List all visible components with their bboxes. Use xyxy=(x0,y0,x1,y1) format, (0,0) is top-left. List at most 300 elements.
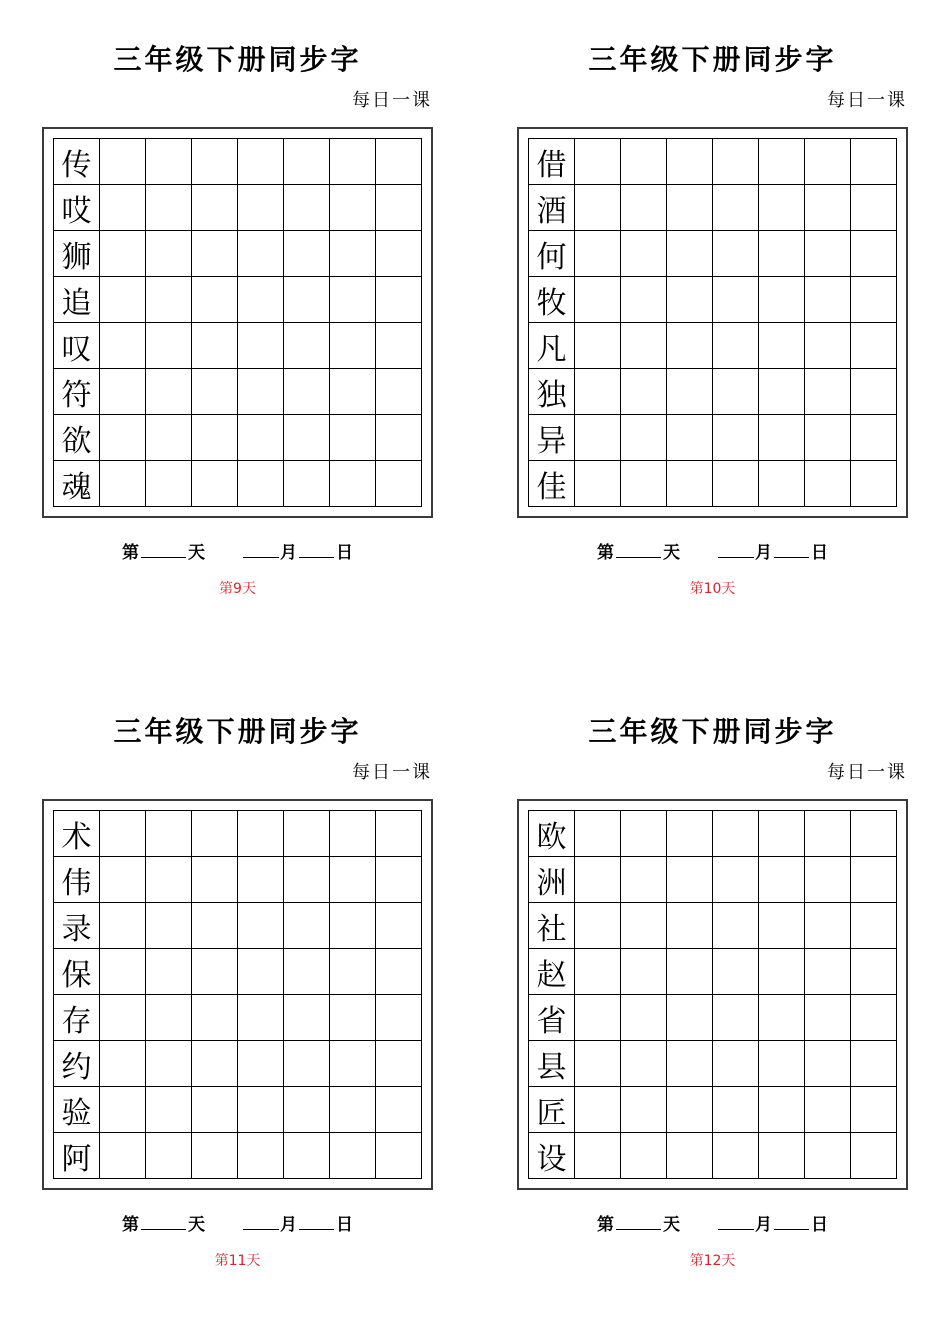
practice-cell[interactable] xyxy=(376,323,422,369)
practice-cell[interactable] xyxy=(284,461,330,507)
practice-cell[interactable] xyxy=(330,461,376,507)
day-label: 第12天 xyxy=(689,1253,736,1269)
practice-cell[interactable] xyxy=(192,323,238,369)
practice-cell[interactable] xyxy=(575,231,621,277)
practice-cell[interactable] xyxy=(330,323,376,369)
practice-cell[interactable] xyxy=(330,949,376,995)
practice-cell[interactable] xyxy=(376,903,422,949)
practice-cell[interactable] xyxy=(851,903,897,949)
practice-cell[interactable] xyxy=(192,1133,238,1179)
practice-cell[interactable] xyxy=(851,1133,897,1179)
practice-cell[interactable] xyxy=(192,949,238,995)
day-blank[interactable] xyxy=(299,557,334,558)
practice-cell[interactable] xyxy=(146,415,192,461)
practice-cell[interactable] xyxy=(575,949,621,995)
model-character-cell: 符 xyxy=(54,369,100,415)
date-line xyxy=(475,536,950,562)
practice-cell[interactable] xyxy=(713,857,759,903)
practice-cell[interactable] xyxy=(667,461,713,507)
practice-cell[interactable] xyxy=(238,1133,284,1179)
model-character-cell: 设 xyxy=(529,1133,575,1179)
practice-cell[interactable] xyxy=(192,461,238,507)
practice-cell[interactable] xyxy=(238,903,284,949)
day-blank[interactable] xyxy=(299,1229,334,1230)
practice-cell[interactable] xyxy=(805,857,851,903)
date-yue-label: 月 xyxy=(280,543,297,563)
practice-cell[interactable] xyxy=(330,277,376,323)
day-number-blank[interactable] xyxy=(616,1229,661,1230)
practice-cell[interactable] xyxy=(284,231,330,277)
practice-cell[interactable] xyxy=(100,139,146,185)
practice-grid-frame xyxy=(42,127,433,518)
practice-cell[interactable] xyxy=(851,995,897,1041)
date-ri-label: 日 xyxy=(336,1215,353,1235)
practice-cell[interactable] xyxy=(575,857,621,903)
practice-cell[interactable] xyxy=(284,415,330,461)
practice-grid-frame xyxy=(517,127,908,518)
practice-cell[interactable] xyxy=(284,949,330,995)
practice-cell[interactable] xyxy=(146,139,192,185)
practice-cell[interactable] xyxy=(667,1041,713,1087)
practice-cell[interactable] xyxy=(100,1041,146,1087)
practice-grid-frame xyxy=(42,799,433,1190)
practice-cell[interactable] xyxy=(100,323,146,369)
practice-cell[interactable] xyxy=(575,903,621,949)
worksheet-subtitle: 每日一课 xyxy=(827,90,907,111)
practice-cell[interactable] xyxy=(575,185,621,231)
practice-cell[interactable] xyxy=(805,949,851,995)
practice-cell[interactable] xyxy=(100,415,146,461)
practice-cell[interactable] xyxy=(284,811,330,857)
practice-cell[interactable] xyxy=(759,231,805,277)
model-character-cell: 异 xyxy=(529,415,575,461)
practice-cell[interactable] xyxy=(100,1087,146,1133)
model-character-cell: 追 xyxy=(54,277,100,323)
practice-cell[interactable] xyxy=(759,1087,805,1133)
practice-cell[interactable] xyxy=(238,811,284,857)
practice-cell[interactable] xyxy=(759,277,805,323)
practice-cell[interactable] xyxy=(376,1133,422,1179)
practice-cell[interactable] xyxy=(759,1041,805,1087)
practice-cell[interactable] xyxy=(330,995,376,1041)
practice-cell[interactable] xyxy=(621,903,667,949)
practice-cell[interactable] xyxy=(376,277,422,323)
practice-cell[interactable] xyxy=(192,185,238,231)
practice-cell[interactable] xyxy=(851,1041,897,1087)
practice-cell[interactable] xyxy=(805,1041,851,1087)
month-blank[interactable] xyxy=(243,1229,279,1230)
model-character-cell: 存 xyxy=(54,995,100,1041)
practice-cell[interactable] xyxy=(284,995,330,1041)
practice-cell[interactable] xyxy=(284,1041,330,1087)
practice-cell[interactable] xyxy=(192,231,238,277)
practice-cell[interactable] xyxy=(713,369,759,415)
practice-cell[interactable] xyxy=(376,949,422,995)
practice-cell[interactable] xyxy=(146,995,192,1041)
practice-cell[interactable] xyxy=(759,415,805,461)
practice-cell[interactable] xyxy=(759,139,805,185)
practice-cell[interactable] xyxy=(238,949,284,995)
practice-cell[interactable] xyxy=(713,1041,759,1087)
practice-cell[interactable] xyxy=(713,185,759,231)
practice-cell[interactable] xyxy=(713,415,759,461)
practice-grid xyxy=(528,810,897,1179)
practice-cell[interactable] xyxy=(621,995,667,1041)
practice-cell[interactable] xyxy=(621,185,667,231)
date-ri-label: 日 xyxy=(336,543,353,563)
practice-cell[interactable] xyxy=(713,231,759,277)
practice-cell[interactable] xyxy=(284,323,330,369)
practice-cell[interactable] xyxy=(805,461,851,507)
worksheet-title: 三年级下册同步字 xyxy=(588,715,837,748)
practice-cell[interactable] xyxy=(621,1041,667,1087)
practice-cell[interactable] xyxy=(759,1133,805,1179)
practice-cell[interactable] xyxy=(192,995,238,1041)
practice-cell[interactable] xyxy=(376,995,422,1041)
practice-cell[interactable] xyxy=(575,1133,621,1179)
practice-cell[interactable] xyxy=(330,369,376,415)
model-character-cell: 术 xyxy=(54,811,100,857)
practice-cell[interactable] xyxy=(713,949,759,995)
practice-cell[interactable] xyxy=(238,185,284,231)
worksheet-subtitle: 每日一课 xyxy=(352,762,432,783)
practice-cell[interactable] xyxy=(146,903,192,949)
practice-cell[interactable] xyxy=(575,995,621,1041)
practice-cell[interactable] xyxy=(851,415,897,461)
practice-cell[interactable] xyxy=(238,857,284,903)
practice-cell[interactable] xyxy=(238,1087,284,1133)
practice-cell[interactable] xyxy=(146,1087,192,1133)
practice-cell[interactable] xyxy=(284,277,330,323)
practice-cell[interactable] xyxy=(805,277,851,323)
practice-cell[interactable] xyxy=(146,185,192,231)
date-yue-label: 月 xyxy=(280,1215,297,1235)
practice-cell[interactable] xyxy=(621,949,667,995)
practice-cell[interactable] xyxy=(575,277,621,323)
practice-grid xyxy=(53,138,422,507)
practice-cell[interactable] xyxy=(759,995,805,1041)
practice-cell[interactable] xyxy=(238,323,284,369)
date-yue-label: 月 xyxy=(755,1215,772,1235)
practice-cell[interactable] xyxy=(330,1087,376,1133)
practice-cell[interactable] xyxy=(330,1041,376,1087)
model-character-cell: 传 xyxy=(54,139,100,185)
practice-cell[interactable] xyxy=(759,185,805,231)
day-number-blank[interactable] xyxy=(616,557,661,558)
model-character-cell: 何 xyxy=(529,231,575,277)
date-tian-label: 天 xyxy=(663,1215,680,1235)
practice-cell[interactable] xyxy=(284,369,330,415)
day-blank[interactable] xyxy=(774,557,809,558)
worksheet-subtitle: 每日一课 xyxy=(352,90,432,111)
practice-cell[interactable] xyxy=(667,903,713,949)
practice-cell[interactable] xyxy=(284,857,330,903)
practice-cell[interactable] xyxy=(667,277,713,323)
practice-cell[interactable] xyxy=(667,949,713,995)
model-character-cell: 社 xyxy=(529,903,575,949)
practice-cell[interactable] xyxy=(330,857,376,903)
practice-cell[interactable] xyxy=(713,903,759,949)
model-character-cell: 酒 xyxy=(529,185,575,231)
practice-cell[interactable] xyxy=(146,231,192,277)
model-character-cell: 欲 xyxy=(54,415,100,461)
practice-cell[interactable] xyxy=(805,139,851,185)
practice-cell[interactable] xyxy=(284,185,330,231)
practice-cell[interactable] xyxy=(575,369,621,415)
date-di-label: 第 xyxy=(597,1215,614,1235)
practice-cell[interactable] xyxy=(621,1087,667,1133)
practice-grid xyxy=(53,810,422,1179)
practice-cell[interactable] xyxy=(575,1041,621,1087)
date-ri-label: 日 xyxy=(811,543,828,563)
practice-cell[interactable] xyxy=(621,461,667,507)
practice-cell[interactable] xyxy=(100,903,146,949)
model-character-cell: 借 xyxy=(529,139,575,185)
model-character-cell: 佳 xyxy=(529,461,575,507)
practice-cell[interactable] xyxy=(192,277,238,323)
practice-cell[interactable] xyxy=(100,369,146,415)
practice-cell[interactable] xyxy=(713,811,759,857)
practice-cell[interactable] xyxy=(805,811,851,857)
practice-cell[interactable] xyxy=(238,415,284,461)
practice-cell[interactable] xyxy=(146,277,192,323)
practice-cell[interactable] xyxy=(100,185,146,231)
model-character-cell: 欧 xyxy=(529,811,575,857)
practice-cell[interactable] xyxy=(621,1133,667,1179)
date-tian-label: 天 xyxy=(663,543,680,563)
practice-cell[interactable] xyxy=(851,949,897,995)
practice-cell[interactable] xyxy=(146,323,192,369)
practice-cell[interactable] xyxy=(667,185,713,231)
practice-cell[interactable] xyxy=(759,323,805,369)
practice-cell[interactable] xyxy=(376,811,422,857)
practice-cell[interactable] xyxy=(146,369,192,415)
model-character-cell: 省 xyxy=(529,995,575,1041)
month-blank[interactable] xyxy=(243,557,279,558)
day-label: 第9天 xyxy=(219,581,256,597)
practice-cell[interactable] xyxy=(851,857,897,903)
model-character-cell: 县 xyxy=(529,1041,575,1087)
day-blank[interactable] xyxy=(774,1229,809,1230)
practice-cell[interactable] xyxy=(238,995,284,1041)
practice-cell[interactable] xyxy=(667,323,713,369)
practice-cell[interactable] xyxy=(376,1087,422,1133)
practice-cell[interactable] xyxy=(667,415,713,461)
practice-cell[interactable] xyxy=(238,369,284,415)
practice-cell[interactable] xyxy=(100,277,146,323)
practice-cell[interactable] xyxy=(146,949,192,995)
practice-cell[interactable] xyxy=(100,461,146,507)
practice-cell[interactable] xyxy=(805,415,851,461)
practice-cell[interactable] xyxy=(667,995,713,1041)
practice-cell[interactable] xyxy=(851,811,897,857)
practice-cell[interactable] xyxy=(621,323,667,369)
practice-cell[interactable] xyxy=(376,369,422,415)
practice-cell[interactable] xyxy=(192,369,238,415)
worksheet-subtitle: 每日一课 xyxy=(827,762,907,783)
practice-cell[interactable] xyxy=(146,1041,192,1087)
practice-cell[interactable] xyxy=(192,857,238,903)
practice-cell[interactable] xyxy=(330,415,376,461)
practice-cell[interactable] xyxy=(376,231,422,277)
practice-cell[interactable] xyxy=(621,139,667,185)
practice-cell[interactable] xyxy=(575,1087,621,1133)
practice-cell[interactable] xyxy=(284,1087,330,1133)
practice-cell[interactable] xyxy=(192,139,238,185)
practice-cell[interactable] xyxy=(146,857,192,903)
practice-cell[interactable] xyxy=(100,995,146,1041)
practice-cell[interactable] xyxy=(851,1087,897,1133)
model-character-cell: 凡 xyxy=(529,323,575,369)
month-blank[interactable] xyxy=(718,557,754,558)
practice-cell[interactable] xyxy=(376,415,422,461)
model-character-cell: 赵 xyxy=(529,949,575,995)
practice-cell[interactable] xyxy=(805,903,851,949)
practice-cell[interactable] xyxy=(575,139,621,185)
practice-cell[interactable] xyxy=(851,185,897,231)
practice-cell[interactable] xyxy=(575,323,621,369)
worksheet-panel-day-12 xyxy=(475,672,950,1344)
practice-cell[interactable] xyxy=(376,461,422,507)
practice-cell[interactable] xyxy=(621,277,667,323)
date-ri-label: 日 xyxy=(811,1215,828,1235)
practice-cell[interactable] xyxy=(713,323,759,369)
practice-cell[interactable] xyxy=(713,1087,759,1133)
practice-cell[interactable] xyxy=(667,1133,713,1179)
practice-cell[interactable] xyxy=(667,811,713,857)
practice-cell[interactable] xyxy=(759,949,805,995)
practice-cell[interactable] xyxy=(667,369,713,415)
practice-cell[interactable] xyxy=(330,231,376,277)
practice-cell[interactable] xyxy=(805,995,851,1041)
practice-cell[interactable] xyxy=(575,811,621,857)
practice-cell[interactable] xyxy=(667,139,713,185)
practice-cell[interactable] xyxy=(284,1133,330,1179)
practice-cell[interactable] xyxy=(805,231,851,277)
practice-cell[interactable] xyxy=(667,1087,713,1133)
worksheet-title: 三年级下册同步字 xyxy=(588,43,837,76)
practice-cell[interactable] xyxy=(238,1041,284,1087)
practice-cell[interactable] xyxy=(100,857,146,903)
practice-cell[interactable] xyxy=(192,1041,238,1087)
practice-cell[interactable] xyxy=(759,811,805,857)
practice-cell[interactable] xyxy=(759,461,805,507)
day-label: 第11天 xyxy=(214,1253,261,1269)
month-blank[interactable] xyxy=(718,1229,754,1230)
model-character-cell: 哎 xyxy=(54,185,100,231)
practice-cell[interactable] xyxy=(330,139,376,185)
practice-cell[interactable] xyxy=(851,231,897,277)
model-character-cell: 阿 xyxy=(54,1133,100,1179)
date-line xyxy=(0,536,475,562)
practice-cell[interactable] xyxy=(667,857,713,903)
practice-cell[interactable] xyxy=(376,139,422,185)
practice-cell[interactable] xyxy=(376,185,422,231)
practice-cell[interactable] xyxy=(238,277,284,323)
practice-cell[interactable] xyxy=(100,949,146,995)
practice-cell[interactable] xyxy=(851,277,897,323)
practice-cell[interactable] xyxy=(100,1133,146,1179)
practice-cell[interactable] xyxy=(192,811,238,857)
practice-cell[interactable] xyxy=(146,461,192,507)
practice-cell[interactable] xyxy=(621,369,667,415)
practice-cell[interactable] xyxy=(713,461,759,507)
practice-cell[interactable] xyxy=(238,231,284,277)
date-line xyxy=(475,1208,950,1234)
model-character-cell: 录 xyxy=(54,903,100,949)
date-yue-label: 月 xyxy=(755,543,772,563)
day-number-blank[interactable] xyxy=(141,1229,186,1230)
practice-cell[interactable] xyxy=(667,231,713,277)
practice-cell[interactable] xyxy=(284,139,330,185)
practice-cell[interactable] xyxy=(575,461,621,507)
practice-cell[interactable] xyxy=(805,1087,851,1133)
model-character-cell: 验 xyxy=(54,1087,100,1133)
model-character-cell: 保 xyxy=(54,949,100,995)
practice-cell[interactable] xyxy=(851,369,897,415)
worksheet-panel-day-11 xyxy=(0,672,475,1344)
practice-cell[interactable] xyxy=(713,277,759,323)
practice-cell[interactable] xyxy=(376,1041,422,1087)
practice-cell[interactable] xyxy=(759,369,805,415)
practice-cell[interactable] xyxy=(330,811,376,857)
practice-cell[interactable] xyxy=(713,1133,759,1179)
model-character-cell: 牧 xyxy=(529,277,575,323)
worksheet-panel-day-9 xyxy=(0,0,475,672)
practice-cell[interactable] xyxy=(621,231,667,277)
day-number-blank[interactable] xyxy=(141,557,186,558)
practice-cell[interactable] xyxy=(713,139,759,185)
practice-grid xyxy=(528,138,897,507)
practice-cell[interactable] xyxy=(330,903,376,949)
practice-cell[interactable] xyxy=(100,231,146,277)
practice-cell[interactable] xyxy=(238,461,284,507)
practice-cell[interactable] xyxy=(330,185,376,231)
practice-cell[interactable] xyxy=(192,415,238,461)
model-character-cell: 伟 xyxy=(54,857,100,903)
practice-cell[interactable] xyxy=(238,139,284,185)
day-label: 第10天 xyxy=(689,581,736,597)
practice-cell[interactable] xyxy=(805,323,851,369)
practice-cell[interactable] xyxy=(330,1133,376,1179)
practice-cell[interactable] xyxy=(759,903,805,949)
practice-cell[interactable] xyxy=(851,461,897,507)
practice-cell[interactable] xyxy=(805,369,851,415)
date-di-label: 第 xyxy=(597,543,614,563)
practice-cell[interactable] xyxy=(851,323,897,369)
practice-cell[interactable] xyxy=(759,857,805,903)
practice-cell[interactable] xyxy=(146,1133,192,1179)
model-character-cell: 约 xyxy=(54,1041,100,1087)
model-character-cell: 狮 xyxy=(54,231,100,277)
practice-cell[interactable] xyxy=(376,857,422,903)
practice-cell[interactable] xyxy=(621,811,667,857)
practice-cell[interactable] xyxy=(575,415,621,461)
practice-cell[interactable] xyxy=(805,185,851,231)
practice-cell[interactable] xyxy=(621,857,667,903)
practice-cell[interactable] xyxy=(192,903,238,949)
practice-cell[interactable] xyxy=(284,903,330,949)
practice-cell[interactable] xyxy=(805,1133,851,1179)
practice-cell[interactable] xyxy=(713,995,759,1041)
practice-cell[interactable] xyxy=(192,1087,238,1133)
practice-cell[interactable] xyxy=(621,415,667,461)
practice-cell[interactable] xyxy=(146,811,192,857)
practice-cell[interactable] xyxy=(100,811,146,857)
worksheet-title: 三年级下册同步字 xyxy=(113,43,362,76)
practice-cell[interactable] xyxy=(851,139,897,185)
model-character-cell: 洲 xyxy=(529,857,575,903)
